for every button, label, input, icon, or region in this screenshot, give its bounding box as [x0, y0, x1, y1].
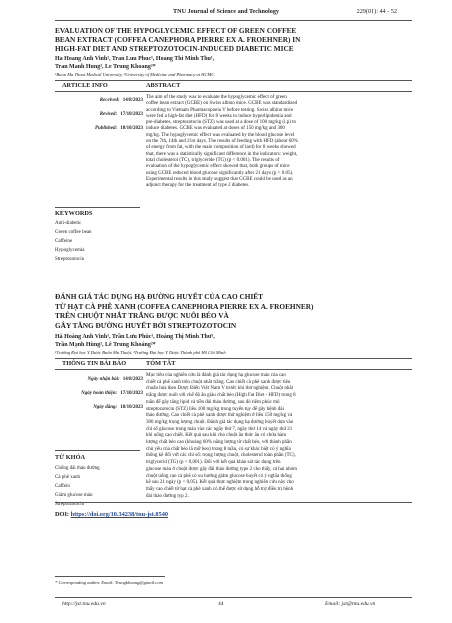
- vietnamese-title-line: ĐÁNH GIÁ TÁC DỤNG HẠ ĐƯỜNG HUYẾT CỦA CAO CHIẾT: [55, 292, 264, 301]
- keyword-item: Streptozotocin: [55, 257, 85, 262]
- vietnamese-title-line: TRÊN CHUỘT NHẮT TRẮNG ĐƯỢC NUÔI BÉO VÀ: [55, 311, 229, 320]
- keyword-item: Giảm glucose máu: [55, 493, 93, 498]
- vietnamese-title-line: GÂY TĂNG ĐƯỜNG HUYẾT BỞI STREPTOZOTOCIN: [55, 320, 237, 330]
- date-value: 18/10/2023: [120, 405, 143, 410]
- vietnamese-title-line: TỪ HẠT CÀ PHÊ XANH (COFFEA CANEPHORA PIERRE EX A. FROEHNER): [55, 301, 314, 311]
- english-title: [55, 26, 412, 53]
- english-authors: [55, 55, 412, 71]
- date-value: 18/10/2023: [120, 126, 143, 131]
- abstract-line: adjunct therapy for the treatment of type 2 diabetes.: [146, 183, 250, 189]
- abstract-line: induce diabetes. GCBE was evaluated at doses of 150 mg/kg and 300: [146, 126, 285, 132]
- english-title-line: BEAN EXTRACT (COFFEA CANEPHORA PIERRE EX A. FROEHNER) IN: [55, 35, 301, 44]
- summary-line: khi uống cao chiết. Kết quả sau khi cho chuột ăn thức ăn có chứa hàm: [146, 433, 287, 439]
- english-dates: [55, 98, 143, 131]
- date-row: [55, 126, 143, 131]
- abstract-line: using GCBE reduced blood glucose significantly after 21 days (p < 0.05).: [146, 170, 294, 176]
- summary-line: tuần để gây tăng lipid và tiền đái tháo đường, sau đó tiêm phúc mô: [146, 399, 280, 405]
- summary-line: thống kê đối với các chỉ số: trọng lượng chuột, cholesterol toàn phần (TC),: [146, 453, 296, 459]
- date-row: [55, 98, 143, 103]
- section-rule: [55, 450, 140, 451]
- date-value: 17/10/2023: [120, 391, 143, 396]
- doi-link[interactable]: https://doi.org/10.34238/tnu-jst.8540: [70, 511, 169, 518]
- date-label: Ngày hoàn thiện:: [81, 391, 118, 396]
- date-value: 14/8/2023: [122, 98, 143, 103]
- english-title-line: HIGH-FAT DIET AND STREPTOZOTOCIN-INDUCED DIABETIC MICE: [55, 44, 294, 53]
- vietnamese-authors: [55, 333, 412, 349]
- keyword-item: Hypoglycemia: [55, 248, 85, 253]
- keyword-item: Chống đái tháo đường: [55, 466, 100, 471]
- english-keywords: [55, 219, 92, 264]
- abstract-line: Experimental results in this study suggest that GCBE could be used as an: [146, 176, 293, 182]
- section-rule: [55, 358, 412, 359]
- summary-line: Mục tiêu của nghiên cứu là đánh giá tác dụng hạ glucose máu của cao: [146, 373, 286, 378]
- abstract-line: coffee bean extract (GCBE) on Swiss albino mice. GCBE was standardized: [146, 101, 298, 107]
- section-rule: [55, 91, 412, 92]
- journal-name: TNU Journal of Science and Technology: [172, 8, 280, 15]
- summary-line: chỉ số glucose trong máu vào các ngày thứ 7, ngày thứ 14 và ngày thứ 21: [146, 426, 293, 432]
- vietnamese-title: [55, 292, 412, 330]
- section-rule: [55, 369, 412, 370]
- doi-line: [55, 511, 168, 518]
- date-row: [55, 391, 143, 396]
- keyword-item: Streptozotocin: [55, 502, 85, 507]
- keyword-item: Caffeine: [55, 239, 73, 244]
- summary-line: chiết cà phê xanh trên chuột nhắt trắng. Cao chiết cà phê xanh được tiêu: [146, 379, 291, 385]
- keywords-heading-vi: TỪ KHÓA: [55, 454, 86, 461]
- summary-line: chuẩn hóa theo Dược Điển Việt Nam V trước khi thử nghiệm. Chuột nhắt: [146, 386, 293, 392]
- english-affiliation: ¹Buon Ma Thuot Medical University, ²University of Medicine and Pharmacy at HCMC: [55, 72, 215, 77]
- summary-line: tháo đường. Cao chiết cà phê xanh được thử nghiệm ở liều 150 mg/kg và: [146, 413, 293, 419]
- footnote-rule: [55, 576, 165, 577]
- vietnamese-affiliation: ¹Trường Đại học Y Dược Buôn Ma Thuột, ²Trường Đại học Y Dược Thành phố Hồ Chí Minh: [55, 350, 226, 355]
- abstract-line: on the 7th, 14th and 21st days. The results of feeding with HFD (about 60%: [146, 139, 298, 145]
- date-label: Received:: [99, 98, 120, 103]
- summary-line: thấy cao chiết từ hạt cà phê xanh có thể được sử dụng hỗ trợ điều trị bệnh: [146, 486, 294, 492]
- section-rule: [55, 80, 412, 81]
- summary-line: glucose máu ở chuột được gây đái tháo đường type 2 cho thấy, cả hai nhóm: [146, 466, 298, 472]
- summary-line: đái tháo đường typ 2.: [146, 493, 189, 499]
- date-label: Ngày đăng:: [93, 405, 118, 410]
- abstract-line: were fed a high-fat diet (HFD) for 8 weeks to induce hyperlipidemia and: [146, 113, 292, 119]
- english-abstract: [146, 95, 412, 189]
- info-heading-vi: THÔNG TIN BÀI BÁO: [62, 360, 127, 367]
- footer-website[interactable]: http://jst.tnu.edu.vn: [62, 601, 106, 607]
- keyword-item: Cà phê xanh: [55, 475, 80, 480]
- footer-rule: [55, 597, 412, 598]
- abstract-line: evaluation of the hypoglycemic effect showed that, both groups of mice: [146, 164, 290, 170]
- keyword-item: Anti-diabetic: [55, 221, 82, 226]
- doi-label: DOI:: [55, 511, 69, 518]
- article-info-heading: ARTICLE INFO: [62, 82, 108, 89]
- date-value: 17/10/2023: [120, 112, 143, 117]
- vietnamese-authors-line: Trần Mạnh Hùng², Lê Trung Khoáng²*: [55, 342, 156, 348]
- date-value: 14/8/2023: [122, 377, 143, 382]
- abstract-line: mg/kg. The hypoglycemic effect was evaluated by the blood glucose level: [146, 132, 295, 138]
- vietnamese-summary: [146, 373, 412, 500]
- summary-line: streptozotocin (STZ) liều 100 mg/kg trong tuyến tụy để gây bệnh đái: [146, 406, 284, 412]
- corresponding-author: * Corresponding author. Email: Trungkhoang@gmail.com: [55, 580, 163, 585]
- date-label: Published:: [94, 126, 118, 131]
- date-label: Revised:: [99, 112, 118, 117]
- summary-line: 300 mg/kg trọng lượng chuột. Đánh giá tác dụng hạ đường huyết dựa vào: [146, 419, 294, 425]
- header-rule: [55, 20, 412, 21]
- english-title-line: EVALUATION OF THE HYPOGLYCEMIC EFFECT OF GREEN COFFEE: [55, 26, 297, 35]
- summary-line: chuột uống cao cà phê có xu hướng giảm glucose huyết có ý nghĩa thống: [146, 473, 292, 479]
- date-row: [55, 377, 143, 382]
- abstract-line: of energy from fat, with the main composition of lard) for 8 weeks showed: [146, 145, 296, 151]
- footer-email[interactable]: Email: jst@tnu.edu.vn: [325, 601, 376, 607]
- summary-line: lượng chất béo cao (khoảng 60% năng lượng từ chất béo, với thành phần: [146, 440, 292, 446]
- abstract-heading: ABSTRACT: [146, 82, 181, 89]
- summary-line: triglycerid (TG) (p < 0,001). Đối với kết quả khảo sát tác dụng trên: [146, 460, 281, 466]
- keyword-item: Caffein: [55, 484, 70, 489]
- vietnamese-authors-line: Hà Hoàng Anh Vinh¹, Trần Lưu Phúc¹, Hoàng Thị Minh Thư¹,: [55, 334, 215, 340]
- english-authors-line: Ha Hoang Anh Vinh¹, Tran Luu Phuc¹, Hoang Thi Minh Thu¹,: [55, 56, 215, 62]
- abstract-line: total cholesterol (TC), triglyceride (TG) (p < 0.001). The results of: [146, 157, 280, 163]
- summary-line: chủ yếu của chất béo là mỡ heo) trong 8 tuần, có sự khác biệt có ý nghĩa: [146, 446, 291, 452]
- vietnamese-dates: [55, 377, 143, 410]
- abstract-line: pre-diabetes, streptozotocin (STZ) was used at a dose of 100 mg/kg (i.p) to: [146, 120, 296, 126]
- keywords-heading: KEYWORDS: [55, 210, 93, 217]
- section-rule: [55, 502, 412, 503]
- page-number: 44: [218, 601, 224, 607]
- summary-line: kê sau 21 ngày (p < 0,05). Kết quả thực nghiệm trong nghiên cứu này cho: [146, 480, 294, 486]
- summary-heading-vi: TÓM TẮT: [146, 360, 176, 367]
- date-row: [55, 112, 143, 117]
- abstract-line: according to Vietnam Pharmacopoeia V before testing. Swiss albino mice: [146, 107, 294, 113]
- abstract-line: that, there was a statistically significant difference in the indicators: weight,: [146, 151, 298, 157]
- english-authors-line: Tran Manh Hung², Le Trung Khoang²*: [55, 64, 156, 70]
- date-label: Ngày nhận bài:: [87, 377, 120, 382]
- issue-pages: 229(01): 44 - 52: [356, 8, 397, 15]
- section-rule: [55, 207, 140, 208]
- summary-line: trắng được nuôi với chế độ ăn giàu chất béo (High Fat Diet - HFD) trong 8: [146, 393, 296, 399]
- date-row: [55, 405, 143, 410]
- abstract-line: The aim of the study was to evaluate the hypoglycemic effect of green: [146, 95, 287, 100]
- keyword-item: Green coffee bean: [55, 230, 92, 235]
